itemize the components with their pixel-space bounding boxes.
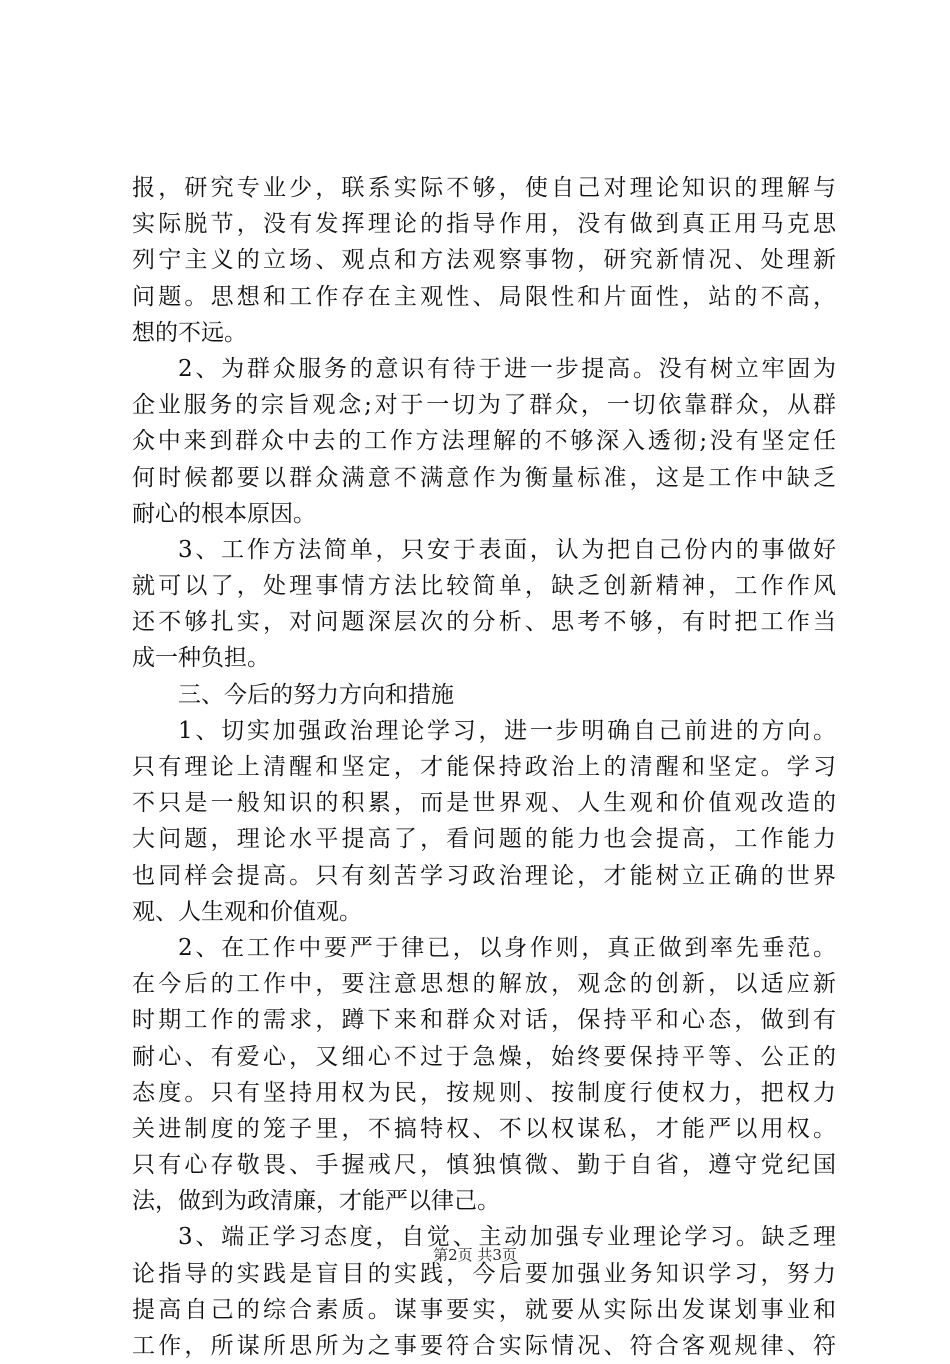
document-body [132,170,836,1364]
text-line: 就可以了，处理事情方法比较简单，缺乏创新精神，工作作风 [132,573,836,600]
text-line: 观、人生观和价值观。 [132,898,362,925]
text-line: 只有理论上清醒和坚定，才能保持政治上的清醒和坚定。学习 [132,754,836,780]
text-line: 报，研究专业少，联系实际不够，使自己对理论知识的理解与 [132,175,836,201]
text-line: 关进制度的笼子里，不搞特权、不以权谋私，才能严以用权。 [132,1115,836,1142]
text-line: 在今后的工作中，要注意思想的解放，观念的创新，以适应新 [132,971,836,998]
text-line: 法，做到为政清廉，才能严以律己。 [132,1188,500,1215]
text-line: 想的不远。 [132,319,247,346]
text-line: 论指导的实践是盲目的实践，今后要加强业务知识学习，努力 [132,1260,836,1287]
text-line: 成一种负担。 [132,645,270,672]
page-number-footer: 第2页 共3页 [433,1246,517,1264]
text-line: 态度。只有坚持用权为民，按规则、按制度行使权力，把权力 [132,1079,836,1106]
section-heading: 三、今后的努力方向和措施 [178,681,454,708]
text-line: 问题。思想和工作存在主观性、局限性和片面性，站的不高， [132,283,836,310]
text-line: 不只是一般知识的积累，而是世界观、人生观和价值观改造的 [132,790,836,817]
text-line: 众中来到群众中去的工作方法理解的不够深入透彻;没有坚定任 [132,428,836,455]
text-line: 耐心、有爱心，又细心不过于急燥，始终要保持平等、公正的 [132,1043,836,1070]
text-line: 只有心存敬畏、手握戒尺，慎独慎微、勤于自省，遵守党纪国 [132,1152,836,1179]
text-line: 1、切实加强政治理论学习，进一步明确自己前进的方向。 [178,717,836,744]
text-line: 实际脱节，没有发挥理论的指导作用，没有做到真正用马克思 [132,211,836,238]
text-line: 工作，所谋所思所为之事要符合实际情况、符合客观规律、符 [132,1333,836,1359]
text-line: 3、端正学习态度，自觉、主动加强专业理论学习。缺乏理 [178,1224,836,1251]
text-line: 也同样会提高。只有刻苦学习政治理论，才能树立正确的世界 [132,862,836,889]
text-line: 2、在工作中要严于律已，以身作则，真正做到率先垂范。 [178,934,836,961]
text-line: 企业服务的宗旨观念;对于一切为了群众，一切依靠群众，从群 [132,392,836,419]
text-line: 时期工作的需求，蹲下来和群众对话，保持平和心态，做到有 [132,1007,836,1034]
text-line: 大问题，理论水平提高了，看问题的能力也会提高，工作能力 [132,826,836,853]
text-line: 2、为群众服务的意识有待于进一步提高。没有树立牢固为 [178,355,836,382]
text-line: 还不够扎实，对问题深层次的分析、思考不够，有时把工作当 [132,609,836,636]
text-line: 何时候都要以群众满意不满意作为衡量标准，这是工作中缺乏 [132,464,836,491]
text-line: 耐心的根本原因。 [132,500,316,527]
text-line: 列宁主义的立场、观点和方法观察事物，研究新情况、处理新 [132,247,836,274]
text-line: 提高自己的综合素质。谋事要实，就要从实际出发谋划事业和 [132,1296,836,1323]
text-line: 3、工作方法简单，只安于表面，认为把自己份内的事做好 [178,536,836,563]
